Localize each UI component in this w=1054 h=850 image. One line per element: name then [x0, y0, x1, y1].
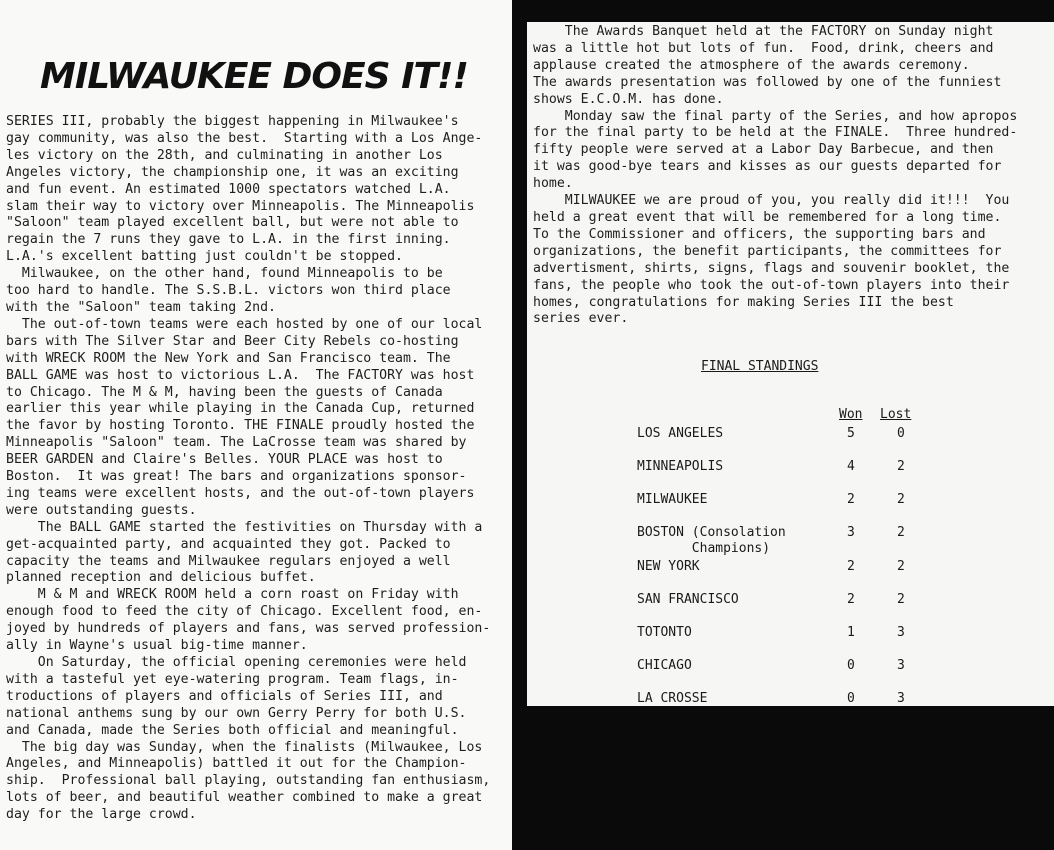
left-article-text-line: and fun event. An estimated 1000 spectators watched L.A.	[6, 181, 451, 197]
right-article-text-line: for the final party to be held at the FINALE. Three hundred-	[533, 125, 1018, 141]
won-column-header: Won	[839, 407, 863, 422]
team-name: LA CROSSE	[637, 691, 708, 706]
right-article-text-line: was a little hot but lots of fun. Food, drink, cheers and	[533, 40, 994, 56]
right-article-text-line: shows E.C.O.M. has done.	[533, 91, 724, 107]
right-article-text-line: held a great event that will be remembered for a long time.	[533, 209, 1002, 225]
right-article-text-line: applause created the atmosphere of the awards ceremony.	[533, 57, 970, 73]
article-body-right	[533, 24, 1048, 328]
left-article-text-line: Angeles, and Minneapolis) battled it out for the Champion-	[6, 756, 467, 772]
left-article-text-line: capacity the teams and Milwaukee regulars enjoyed a well	[6, 553, 451, 569]
lost-count: 2	[897, 559, 905, 574]
left-article-text-line: ally in Wayne's usual big-time manner.	[6, 638, 308, 654]
team-name: BOSTON (Consolation Champions)	[637, 525, 786, 556]
right-article-text-line: The Awards Banquet held at the FACTORY on Sunday night	[533, 24, 994, 39]
left-article-text-line: Minneapolis "Saloon" team. The LaCrosse team was shared by	[6, 435, 467, 451]
won-count: 0	[847, 691, 855, 706]
left-article-text-line: "Saloon" team played excellent ball, but were not able to	[6, 215, 459, 231]
right-article-text-line: home.	[533, 176, 573, 192]
right-article-text-line: homes, congratulations for making Series III the best	[533, 294, 954, 310]
left-article-text-line: troductions of players and officials of Series III, and	[6, 688, 443, 704]
lost-column-header: Lost	[880, 407, 912, 422]
won-count: 3	[847, 525, 855, 540]
won-count: 0	[847, 658, 855, 673]
left-article-text-line: BEER GARDEN and Claire's Belles. YOUR PLACE was host to	[6, 452, 443, 468]
left-article-text-line: The big day was Sunday, when the finalists (Milwaukee, Los	[6, 739, 483, 755]
lost-count: 0	[897, 426, 905, 441]
left-article-text-line: gay community, was also the best. Starting with a Los Ange-	[6, 130, 483, 146]
standings-row	[527, 492, 1054, 522]
left-article-text-line: to Chicago. The M & M, having been the guests of Canada	[6, 384, 443, 400]
left-article-text-line: with a tasteful yet eye-watering program. Team flags, in-	[6, 671, 459, 687]
standings-row	[527, 691, 1054, 721]
won-count: 4	[847, 459, 855, 474]
right-article-text-line: advertisment, shirts, signs, flags and souvenir booklet, the	[533, 260, 1010, 276]
left-article-text-line: with WRECK ROOM the New York and San Francisco team. The	[6, 350, 451, 366]
won-count: 2	[847, 592, 855, 607]
right-article-text-line: series ever.	[533, 311, 629, 327]
left-article-text-line: The BALL GAME started the festivities on Thursday with a	[6, 519, 483, 535]
lost-count: 2	[897, 525, 905, 540]
left-newsletter-page	[0, 0, 512, 850]
left-article-text-line: lots of beer, and beautiful weather combined to make a great	[6, 790, 483, 806]
left-article-text-line: the favor by hosting Toronto. THE FINALE proudly hosted the	[6, 418, 475, 434]
right-article-text-line: fans, the people who took the out-of-town players into their	[533, 277, 1010, 293]
standings-title: FINAL STANDINGS	[701, 359, 819, 374]
left-article-text-line: slam their way to victory over Minneapolis. The Minneapolis	[6, 198, 475, 214]
left-article-text-line: Angeles victory, the championship one, it was an exciting	[6, 164, 459, 180]
right-article-text-line: organizations, the benefit participants, the committees for	[533, 243, 1002, 259]
left-article-text-line: The out-of-town teams were each hosted by one of our local	[6, 316, 483, 332]
left-article-text-line: get-acquainted party, and acquainted they got. Packed to	[6, 536, 451, 552]
left-article-text-line: bars with The Silver Star and Beer City Rebels co-hosting	[6, 333, 459, 349]
team-name: NEW YORK	[637, 559, 700, 574]
left-article-text-line: were outstanding guests.	[6, 502, 197, 518]
lost-count: 3	[897, 691, 905, 706]
won-count: 2	[847, 559, 855, 574]
left-article-text-line: too hard to handle. The S.S.B.L. victors won third place	[6, 283, 451, 299]
left-article-text-line: joyed by hundreds of players and fans, was served profession-	[6, 621, 491, 637]
lost-count: 3	[897, 625, 905, 640]
won-count: 2	[847, 492, 855, 507]
standings-row	[527, 559, 1054, 589]
left-article-text-line: L.A.'s excellent batting just couldn't be stopped.	[6, 249, 403, 265]
standings-row	[527, 525, 1054, 555]
left-article-text-line: planned reception and delicious buffet.	[6, 570, 316, 586]
left-article-text-line: enough food to feed the city of Chicago. Excellent food, en-	[6, 604, 483, 620]
left-article-text-line: earlier this year while playing in the Canada Cup, returned	[6, 401, 475, 417]
right-article-text-line: fifty people were served at a Labor Day Barbecue, and then	[533, 142, 994, 158]
left-article-text-line: and Canada, made the Series both official and meaningful.	[6, 722, 459, 738]
lost-count: 3	[897, 658, 905, 673]
right-article-text-line: it was good-bye tears and kisses as our guests departed for	[533, 159, 1002, 175]
left-article-text-line: M & M and WRECK ROOM held a corn roast on Friday with	[6, 587, 459, 603]
left-article-text-line: SERIES III, probably the biggest happening in Milwaukee's	[6, 114, 459, 129]
right-article-text-line: Monday saw the final party of the Series, and how apropos	[533, 108, 1018, 124]
won-count: 5	[847, 426, 855, 441]
team-name: MILWAUKEE	[637, 492, 708, 507]
left-article-text-line: Milwaukee, on the other hand, found Minneapolis to be	[6, 266, 443, 282]
left-article-text-line: BALL GAME was host to victorious L.A. The FACTORY was host	[6, 367, 475, 383]
standings-row	[527, 459, 1054, 489]
standings-row	[527, 592, 1054, 622]
left-article-text-line: Boston. It was great! The bars and organizations sponsor-	[6, 469, 467, 485]
left-article-text-line: On Saturday, the official opening ceremonies were held	[6, 655, 467, 670]
team-name: MINNEAPOLIS	[637, 459, 724, 474]
team-name: LOS ANGELES	[637, 426, 724, 441]
left-article-text-line: ing teams were excellent hosts, and the out-of-town players	[6, 485, 475, 501]
left-article-text-line: ship. Professional ball playing, outstanding fan enthusiasm,	[6, 773, 491, 789]
lost-count: 2	[897, 592, 905, 607]
won-count: 1	[847, 625, 855, 640]
right-article-text-line: The awards presentation was followed by one of the funniest	[533, 74, 1002, 90]
article-headline: MILWAUKEE DOES IT!!	[40, 56, 468, 97]
left-article-text-line: national anthems sung by our own Gerry Perry for both U.S.	[6, 705, 467, 721]
standings-row	[527, 658, 1054, 688]
left-article-text-line: regain the 7 runs they gave to L.A. in the first inning.	[6, 232, 451, 248]
left-article-text-line: day for the large crowd.	[6, 807, 197, 823]
team-name: SAN FRANCISCO	[637, 592, 739, 607]
lost-count: 2	[897, 492, 905, 507]
article-body-left	[6, 114, 510, 824]
team-name: CHICAGO	[637, 658, 692, 673]
standings-row	[527, 625, 1054, 655]
team-name: TOTONTO	[637, 625, 692, 640]
right-article-text-line: MILWAUKEE we are proud of you, you really did it!!! You	[533, 193, 1010, 209]
left-article-text-line: with the "Saloon" team taking 2nd.	[6, 299, 276, 315]
left-article-text-line: les victory on the 28th, and culminating in another Los	[6, 147, 443, 163]
lost-count: 2	[897, 459, 905, 474]
standings-row	[527, 426, 1054, 456]
right-article-text-line: To the Commissioner and officers, the supporting bars and	[533, 226, 986, 242]
right-newsletter-page	[527, 22, 1054, 706]
